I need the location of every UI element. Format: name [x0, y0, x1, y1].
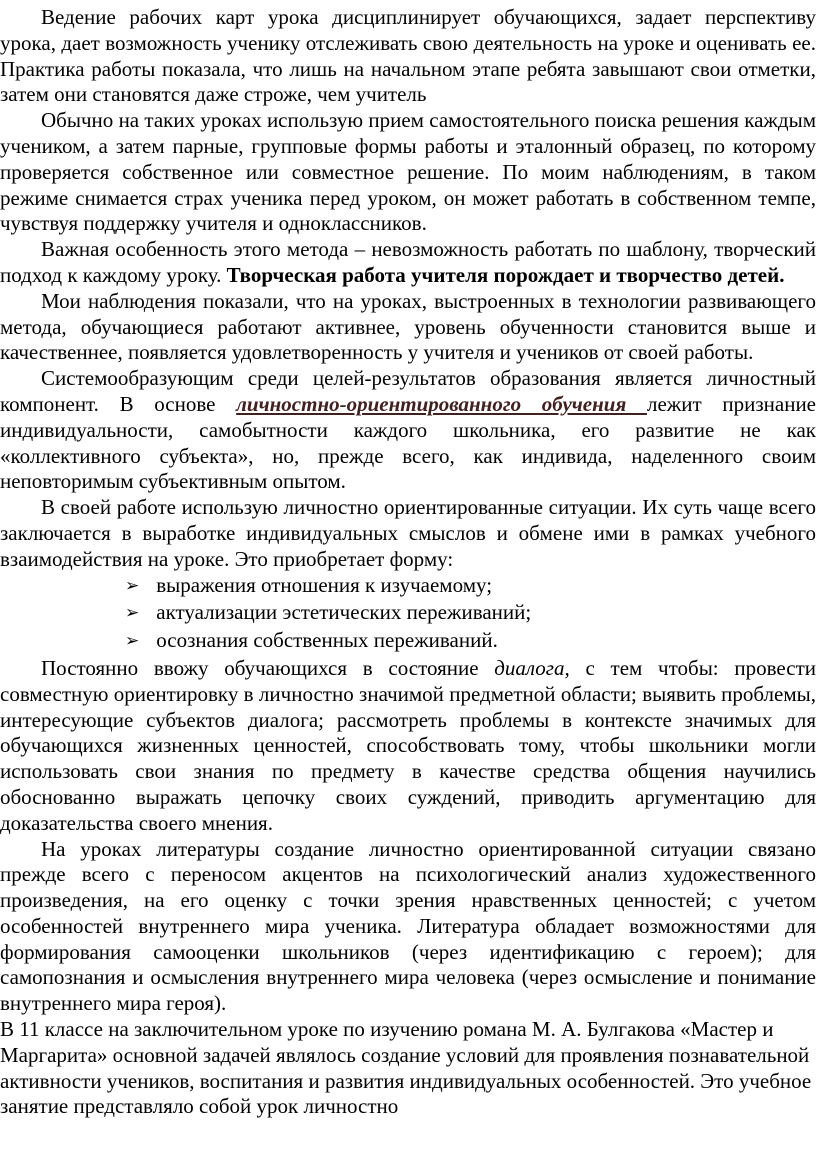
text-run: Обычно на таких уроках использую прием самостоятельного поиска решения каждым учеником, а затем парные, групповые формы работы и эталонный образец, по которому проверяется собственное или совместное решение. По моим наблюдениям, в таком режиме снимается страх ученика перед уроком, он может работать в собственном темпе, чувствуя поддержку учителя и одноклассников.: [0, 108, 816, 236]
paragraph: [0, 108, 816, 237]
text-run: Творческая работа учителя порождает и творчество детей.: [226, 262, 785, 287]
text-run: На уроках литературы создание личностно ориентированной ситуации связано прежде всего с переносом акцентов на психологический анализ художественного произведения, на его оценку с точки зрения нравственных ценностей; с учетом особенностей внутреннего мира ученика. Литература обладает возможностями для формирования самооценки школьников (через идентификацию с героем); для самопознания и осмысления внутреннего мира человека (через осмысление и понимание внутреннего мира героя).: [0, 836, 816, 1016]
text-run: с тем чтобы: провести совместную ориентировку в личностно значимой предметной области; выявить проблемы, интересующие субъектов диалога; рассмотреть проблемы в контексте значимых для обучающихся жизненных ценностей, способствовать тому, чтобы школьники могли использовать свои знания по предмету в качестве средства общения научились обоснованно выражать цепочку своих суждений, приводить аргументацию для доказательства своего мнения.: [0, 655, 816, 835]
list-item: [0, 573, 816, 601]
text-run: Мои наблюдения показали, что на уроках, выстроенных в технологии развивающего метода, обучающиеся работают активнее, уровень обученности становится выше и качественнее, появляется удовлетворенность у учителя и учеников от своей работы.: [0, 288, 816, 365]
text-run: Постоянно ввожу обучающихся в состояние: [41, 655, 495, 680]
paragraph: [0, 5, 816, 108]
highlighted-text-run: личностно-ориентированного обучения: [236, 391, 647, 416]
paragraph: [0, 237, 816, 289]
paragraph: [0, 837, 816, 1018]
list-item-text: осознания собственных переживаний.: [156, 628, 498, 653]
paragraph: [0, 495, 816, 572]
text-run: В своей работе использую личностно ориентированные ситуации. Их суть чаще всего заключается в выработке индивидуальных смыслов и обмене ими в рамках учебного взаимодействия на уроке. Это приобретает форму:: [0, 495, 816, 571]
list-item: [0, 600, 816, 628]
text-run: В 11 классе на заключительном уроке по изучению романа М. А. Булгакова «Мастер и Маргарита» основной задачей являлось создание условий для проявления познавательной активности учеников, воспитания и развития индивидуальных особенностей. Это учебное занятие представляло собой урок личностно: [0, 1017, 812, 1119]
paragraph: [0, 1017, 816, 1120]
list-item-text: выражения отношения к изучаемому;: [156, 572, 493, 597]
arrow-bullet-icon: ➢: [125, 575, 140, 596]
text-run: Системообразующим среди целей-результатов образования является личностный компонент. В основе: [0, 366, 816, 416]
arrow-bullet-icon: ➢: [125, 631, 140, 652]
list-item-text: актуализации эстетических переживаний;: [156, 600, 532, 625]
paragraph: [0, 289, 816, 366]
text-run: Важная особенность этого метода – невозможность работать по шаблону, творческий подход к каждому уроку.: [0, 237, 816, 287]
list-item: [0, 628, 816, 656]
text-run: диалога,: [494, 655, 570, 680]
text-run: лежит признание индивидуальности, самобытности каждого школьника, его развитие не как «коллективного субъекта», но, прежде всего, как индивида, наделенного своим неповторимым субъективным опытом.: [0, 391, 816, 494]
paragraph: [0, 366, 816, 495]
paragraph: [0, 656, 816, 837]
arrow-bullet-icon: ➢: [125, 603, 140, 624]
text-run: Ведение рабочих карт урока дисциплинирует обучающихся, задает перспективу урока, дает возможность ученику отслеживать свою деятельность на уроке и оценивать ее. Практика работы показала, что лишь на начальном этапе ребята завышают свои отметки, затем они становятся даже строже, чем учитель: [0, 5, 816, 107]
